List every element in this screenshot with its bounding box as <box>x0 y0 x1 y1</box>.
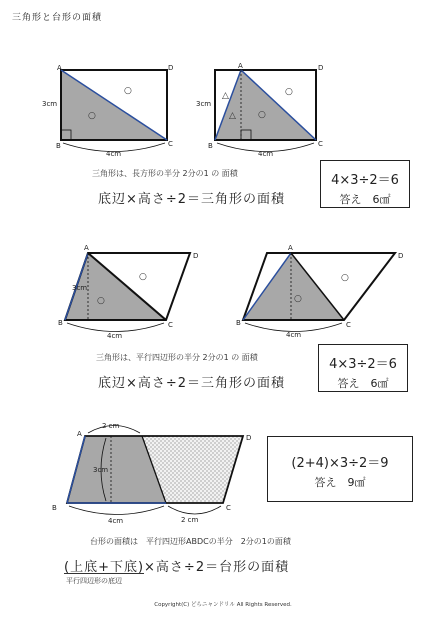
vertex-a: A <box>84 244 89 252</box>
section2-formula: 底辺×高さ÷2＝三角形の面積 <box>98 376 286 391</box>
figure-1-right <box>196 62 323 158</box>
base-label: 4cm <box>286 331 302 339</box>
vertex-d: D <box>318 64 324 72</box>
formula-underline <box>64 573 144 574</box>
section2-answer-box <box>318 344 408 392</box>
vertex-b: B <box>58 319 63 327</box>
vertex-a: A <box>238 62 243 70</box>
vertex-c: C <box>226 504 231 512</box>
shaded-triangle <box>243 253 344 320</box>
answer-expression: 4×3÷2＝6 <box>329 357 397 372</box>
base-brace <box>67 323 164 332</box>
circle-mark: ○ <box>88 111 96 121</box>
height-label: 3cm <box>196 100 212 108</box>
vertex-d: D <box>193 252 199 260</box>
triangle-mark: △ <box>222 91 229 101</box>
section1-formula: 底辺×高さ÷2＝三角形の面積 <box>98 192 286 207</box>
circle-mark: ○ <box>124 86 132 96</box>
circle-mark: ○ <box>139 272 147 282</box>
circle-mark: ○ <box>258 110 266 120</box>
vertex-b: B <box>56 142 61 150</box>
figure-1-left <box>42 64 173 158</box>
top-label: 2 cm <box>102 422 120 430</box>
section3-caption: 台形の面積は 平行四辺形ABDCの半分 2分の1の面積 <box>90 537 291 546</box>
extra-brace <box>168 506 221 514</box>
answer-expression: (2+4)×3÷2＝9 <box>291 456 389 471</box>
vertex-a: A <box>288 244 293 252</box>
vertex-c: C <box>318 140 323 148</box>
section3-answer-box <box>267 436 413 502</box>
copyright: Copyright(C) どらニャンドリル All Rights Reserved. <box>154 602 292 608</box>
page-title: 三角形と台形の面積 <box>12 13 103 23</box>
section3-sub-label: 平行四辺形の底辺 <box>66 577 122 585</box>
vertex-b: B <box>208 142 213 150</box>
answer-text: 答え 6㎠ <box>339 193 391 206</box>
vertex-d: D <box>246 434 252 442</box>
height-label: 3cm <box>72 284 88 292</box>
vertex-b: B <box>236 319 241 327</box>
extra-label: 2 cm <box>181 516 199 524</box>
section3-formula: (上底+下底)×高さ÷2＝台形の面積 <box>64 560 290 575</box>
section1-caption: 三角形は、長方形の半分 2分の1 の 面積 <box>92 169 238 178</box>
base-label: 4cm <box>107 332 123 340</box>
section2-caption: 三角形は、平行四辺形の半分 2分の1 の 面積 <box>96 353 258 362</box>
vertex-d: D <box>398 252 404 260</box>
shaded-triangle <box>215 70 316 140</box>
figure-3 <box>52 422 251 525</box>
circle-mark: ○ <box>341 273 349 283</box>
answer-expression: 4×3÷2＝6 <box>331 173 399 188</box>
height-label: 3cm <box>42 100 58 108</box>
base-brace <box>69 506 164 515</box>
vertex-b: B <box>52 504 57 512</box>
vertex-a: A <box>57 64 62 72</box>
vertex-a: A <box>77 430 82 438</box>
triangle-mark: △ <box>229 111 236 121</box>
figure-2-left <box>58 244 198 340</box>
figure-2-right <box>236 244 403 339</box>
vertex-c: C <box>346 321 351 329</box>
circle-mark: ○ <box>285 87 293 97</box>
base-label: 4cm <box>108 517 124 525</box>
circle-mark: ○ <box>294 294 302 304</box>
answer-text: 答え 6㎠ <box>337 377 389 390</box>
vertex-d: D <box>168 64 174 72</box>
section1-answer-box <box>320 160 410 208</box>
vertex-c: C <box>168 321 173 329</box>
base-label: 4cm <box>258 150 274 158</box>
vertex-c: C <box>168 140 173 148</box>
base-label: 4cm <box>106 150 122 158</box>
height-label: 3cm <box>93 466 109 474</box>
circle-mark: ○ <box>97 296 105 306</box>
answer-text: 答え 9㎠ <box>314 476 366 489</box>
